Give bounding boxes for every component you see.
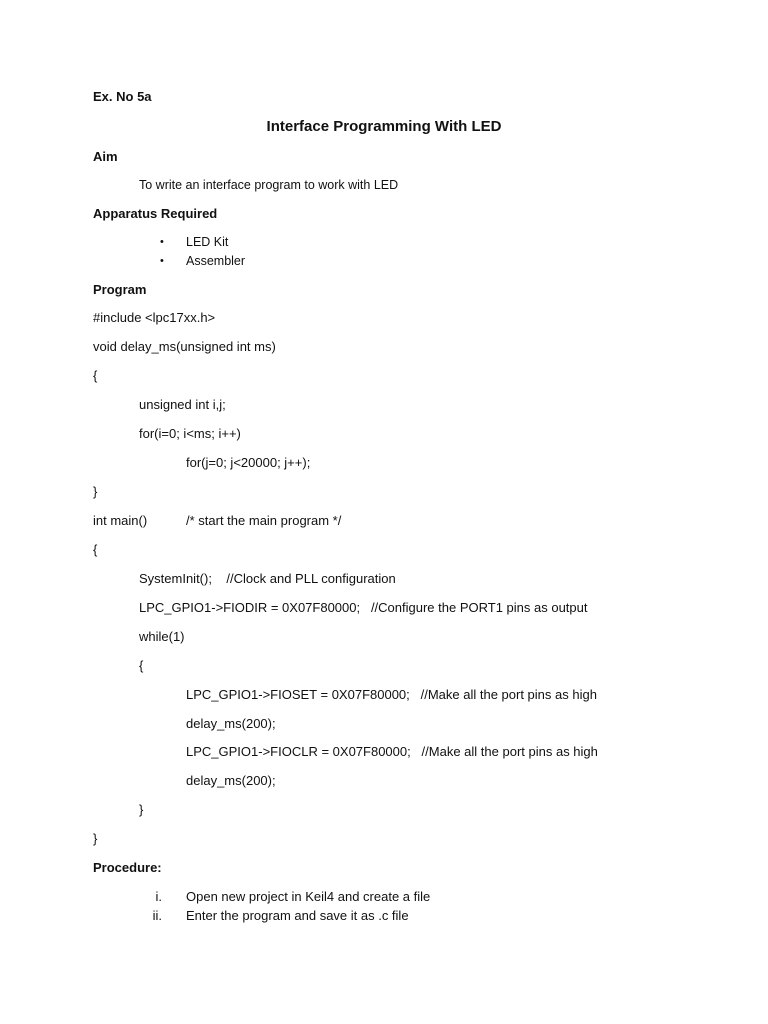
code-comment: /* start the main program */ <box>186 513 342 528</box>
code-line: } <box>139 802 144 817</box>
procedure-heading: Procedure: <box>93 860 162 875</box>
apparatus-item: LED Kit <box>186 235 229 249</box>
procedure-step: Enter the program and save it as .c file <box>186 908 409 923</box>
code-line: { <box>139 658 144 673</box>
code-line: LPC_GPIO1->FIOSET = 0X07F80000; //Make all the port pins as high <box>186 687 597 702</box>
document-title: Interface Programming With LED <box>266 118 502 135</box>
code-line: for(i=0; i<ms; i++) <box>139 426 241 441</box>
procedure-step: Open new project in Keil4 and create a file <box>186 889 431 904</box>
apparatus-heading: Apparatus Required <box>93 206 218 221</box>
step-number: i. <box>155 889 162 904</box>
code-line: } <box>93 831 98 846</box>
aim-text: To write an interface program to work with LED <box>139 178 399 192</box>
program-heading: Program <box>93 282 147 297</box>
bullet-icon: • <box>160 236 164 248</box>
code-line: for(j=0; j<20000; j++); <box>186 455 311 470</box>
code-line: { <box>93 368 98 383</box>
code-line: delay_ms(200); <box>186 716 276 731</box>
apparatus-item: Assembler <box>186 254 246 268</box>
code-line: int main() <box>93 513 148 528</box>
code-line: while(1) <box>139 629 185 644</box>
step-number: ii. <box>152 908 162 923</box>
exercise-number: Ex. No 5a <box>93 89 152 104</box>
aim-heading: Aim <box>93 149 118 164</box>
code-line: unsigned int i,j; <box>139 397 226 412</box>
bullet-icon: • <box>160 255 164 267</box>
code-line: { <box>93 542 98 557</box>
code-line: void delay_ms(unsigned int ms) <box>93 339 276 354</box>
code-line: LPC_GPIO1->FIOCLR = 0X07F80000; //Make all the port pins as high <box>186 744 598 759</box>
code-line: } <box>93 484 98 499</box>
code-line: #include <lpc17xx.h> <box>93 310 216 325</box>
code-line: LPC_GPIO1->FIODIR = 0X07F80000; //Configure the PORT1 pins as output <box>139 600 588 615</box>
code-line: delay_ms(200); <box>186 773 276 788</box>
code-line: SystemInit(); //Clock and PLL configuration <box>139 571 396 586</box>
